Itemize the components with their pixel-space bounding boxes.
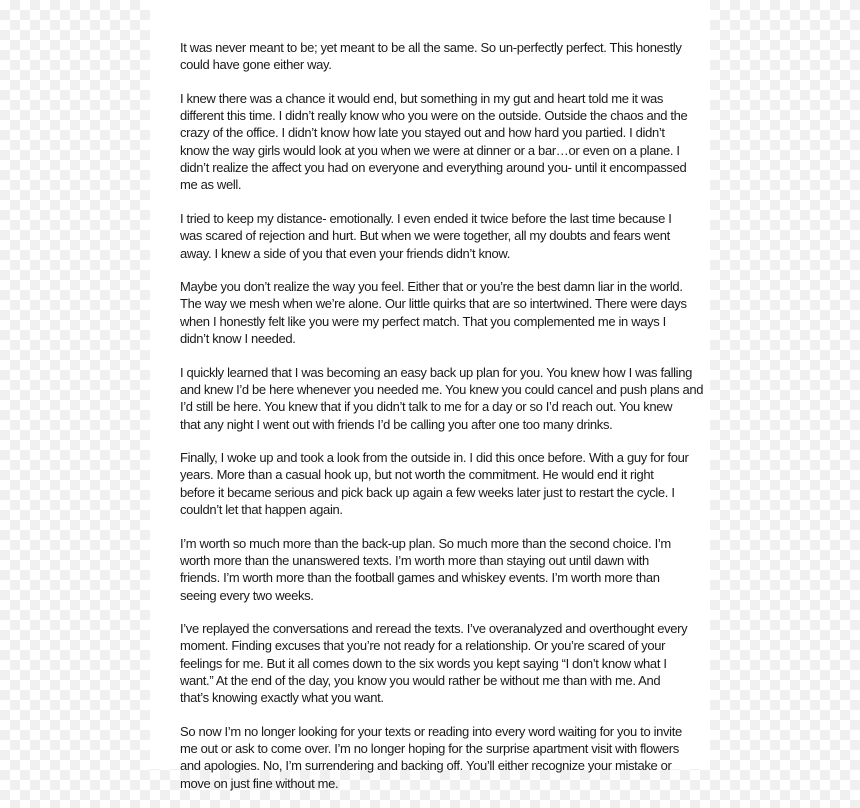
paragraph	[180, 535, 700, 604]
text-line: and knew I’d be here whenever you needed me. You knew you could cancel and push plans and	[180, 381, 704, 397]
text-line: before it became serious and pick back up again a few weeks later just to restart the cycle. I	[180, 484, 675, 500]
text-line: when I honestly felt like you were my perfect match. That you complemented me in ways I	[180, 313, 666, 329]
text-line: I knew there was a chance it would end, but something in my gut and heart told me it was	[180, 90, 663, 106]
paragraph	[180, 210, 700, 262]
text-line: could have gone either way.	[180, 57, 332, 73]
text-line: that any night I went out with friends I’d be calling you after one too many drinks.	[180, 416, 613, 432]
text-line: years. More than a casual hook up, but not worth the commitment. He would end it right	[180, 467, 654, 483]
text-line: It was never meant to be; yet meant to be all the same. So un-perfectly perfect. This honestly	[180, 40, 682, 55]
text-line: was scared of rejection and hurt. But when we were together, all my doubts and fears went	[180, 228, 670, 244]
text-line: I’ve replayed the conversations and reread the texts. I’ve overanalyzed and overthought every	[180, 621, 688, 637]
paragraph	[180, 723, 700, 792]
text-line: The way we mesh when we’re alone. Our little quirks that are so intertwined. There were days	[180, 296, 687, 312]
text-line: different this time. I didn’t really know who you were on the outside. Outside the chaos and the	[180, 108, 688, 124]
paragraph	[180, 39, 700, 74]
text-line: and apologies. No, I’m surrendering and backing off. You’ll either recognize your mistake or	[180, 758, 672, 774]
text-line: moment. Finding excuses that you’re not ready for a relationship. Or you’re scared of your	[180, 638, 666, 654]
text-line: me out or ask to come over. I’m no longer hoping for the surprise apartment visit with flowers	[180, 741, 679, 757]
text-line: So now I’m no longer looking for your texts or reading into every word waiting for you to invite	[180, 723, 682, 739]
text-line: worth more than the unanswered texts. I’m worth more than staying out until dawn with	[180, 552, 649, 568]
text-line: move on just fine without me.	[180, 775, 339, 791]
paragraph	[180, 449, 700, 518]
paragraph	[180, 364, 704, 433]
text-line: I quickly learned that I was becoming an easy back up plan for you. You knew how I was falling	[180, 364, 692, 380]
text-line: I’m worth so much more than the back-up plan. So much more than the second choice. I’m	[180, 535, 671, 551]
text-line: I tried to keep my distance- emotionally. I even ended it twice before the last time because I	[180, 210, 672, 226]
document-body	[180, 39, 704, 808]
text-line: seeing every two weeks.	[180, 587, 314, 603]
text-line: didn’t know I needed.	[180, 331, 296, 347]
text-line: Maybe you don’t realize the way you feel. Either that or you’re the best damn liar in the world.	[180, 279, 683, 295]
paragraph	[180, 620, 700, 706]
text-line: know the way girls would look at you when we were at dinner or a bar…or even on a plane. I	[180, 142, 680, 158]
text-line: couldn’t let that happen again.	[180, 502, 343, 518]
text-line: Finally, I woke up and took a look from the outside in. I did this once before. With a guy for four	[180, 450, 689, 466]
text-line: I’d still be here. You knew that if you didn’t talk to me for a day or so I’d reach out. You knew	[180, 399, 673, 415]
text-line: friends. I’m worth more than the football games and whiskey events. I’m worth more than	[180, 570, 660, 586]
text-line: away. I knew a side of you that even your friends didn’t know.	[180, 245, 510, 261]
text-line: that’s knowing exactly what you want.	[180, 690, 384, 706]
text-line: me as well.	[180, 177, 242, 193]
text-line: crazy of the office. I didn’t know how late you stayed out and how hard you partied. I didn’t	[180, 125, 665, 141]
text-line: didn’t realize the affect you had on everyone and everything around you- until it encompassed	[180, 160, 687, 176]
paragraph	[180, 90, 700, 194]
text-line: feelings for me. But it all comes down to the six words you kept saying “I don’t know what I	[180, 655, 667, 671]
paragraph	[180, 278, 700, 347]
text-line: want.” At the end of the day, you know you would rather be without me than with me. And	[180, 672, 661, 688]
